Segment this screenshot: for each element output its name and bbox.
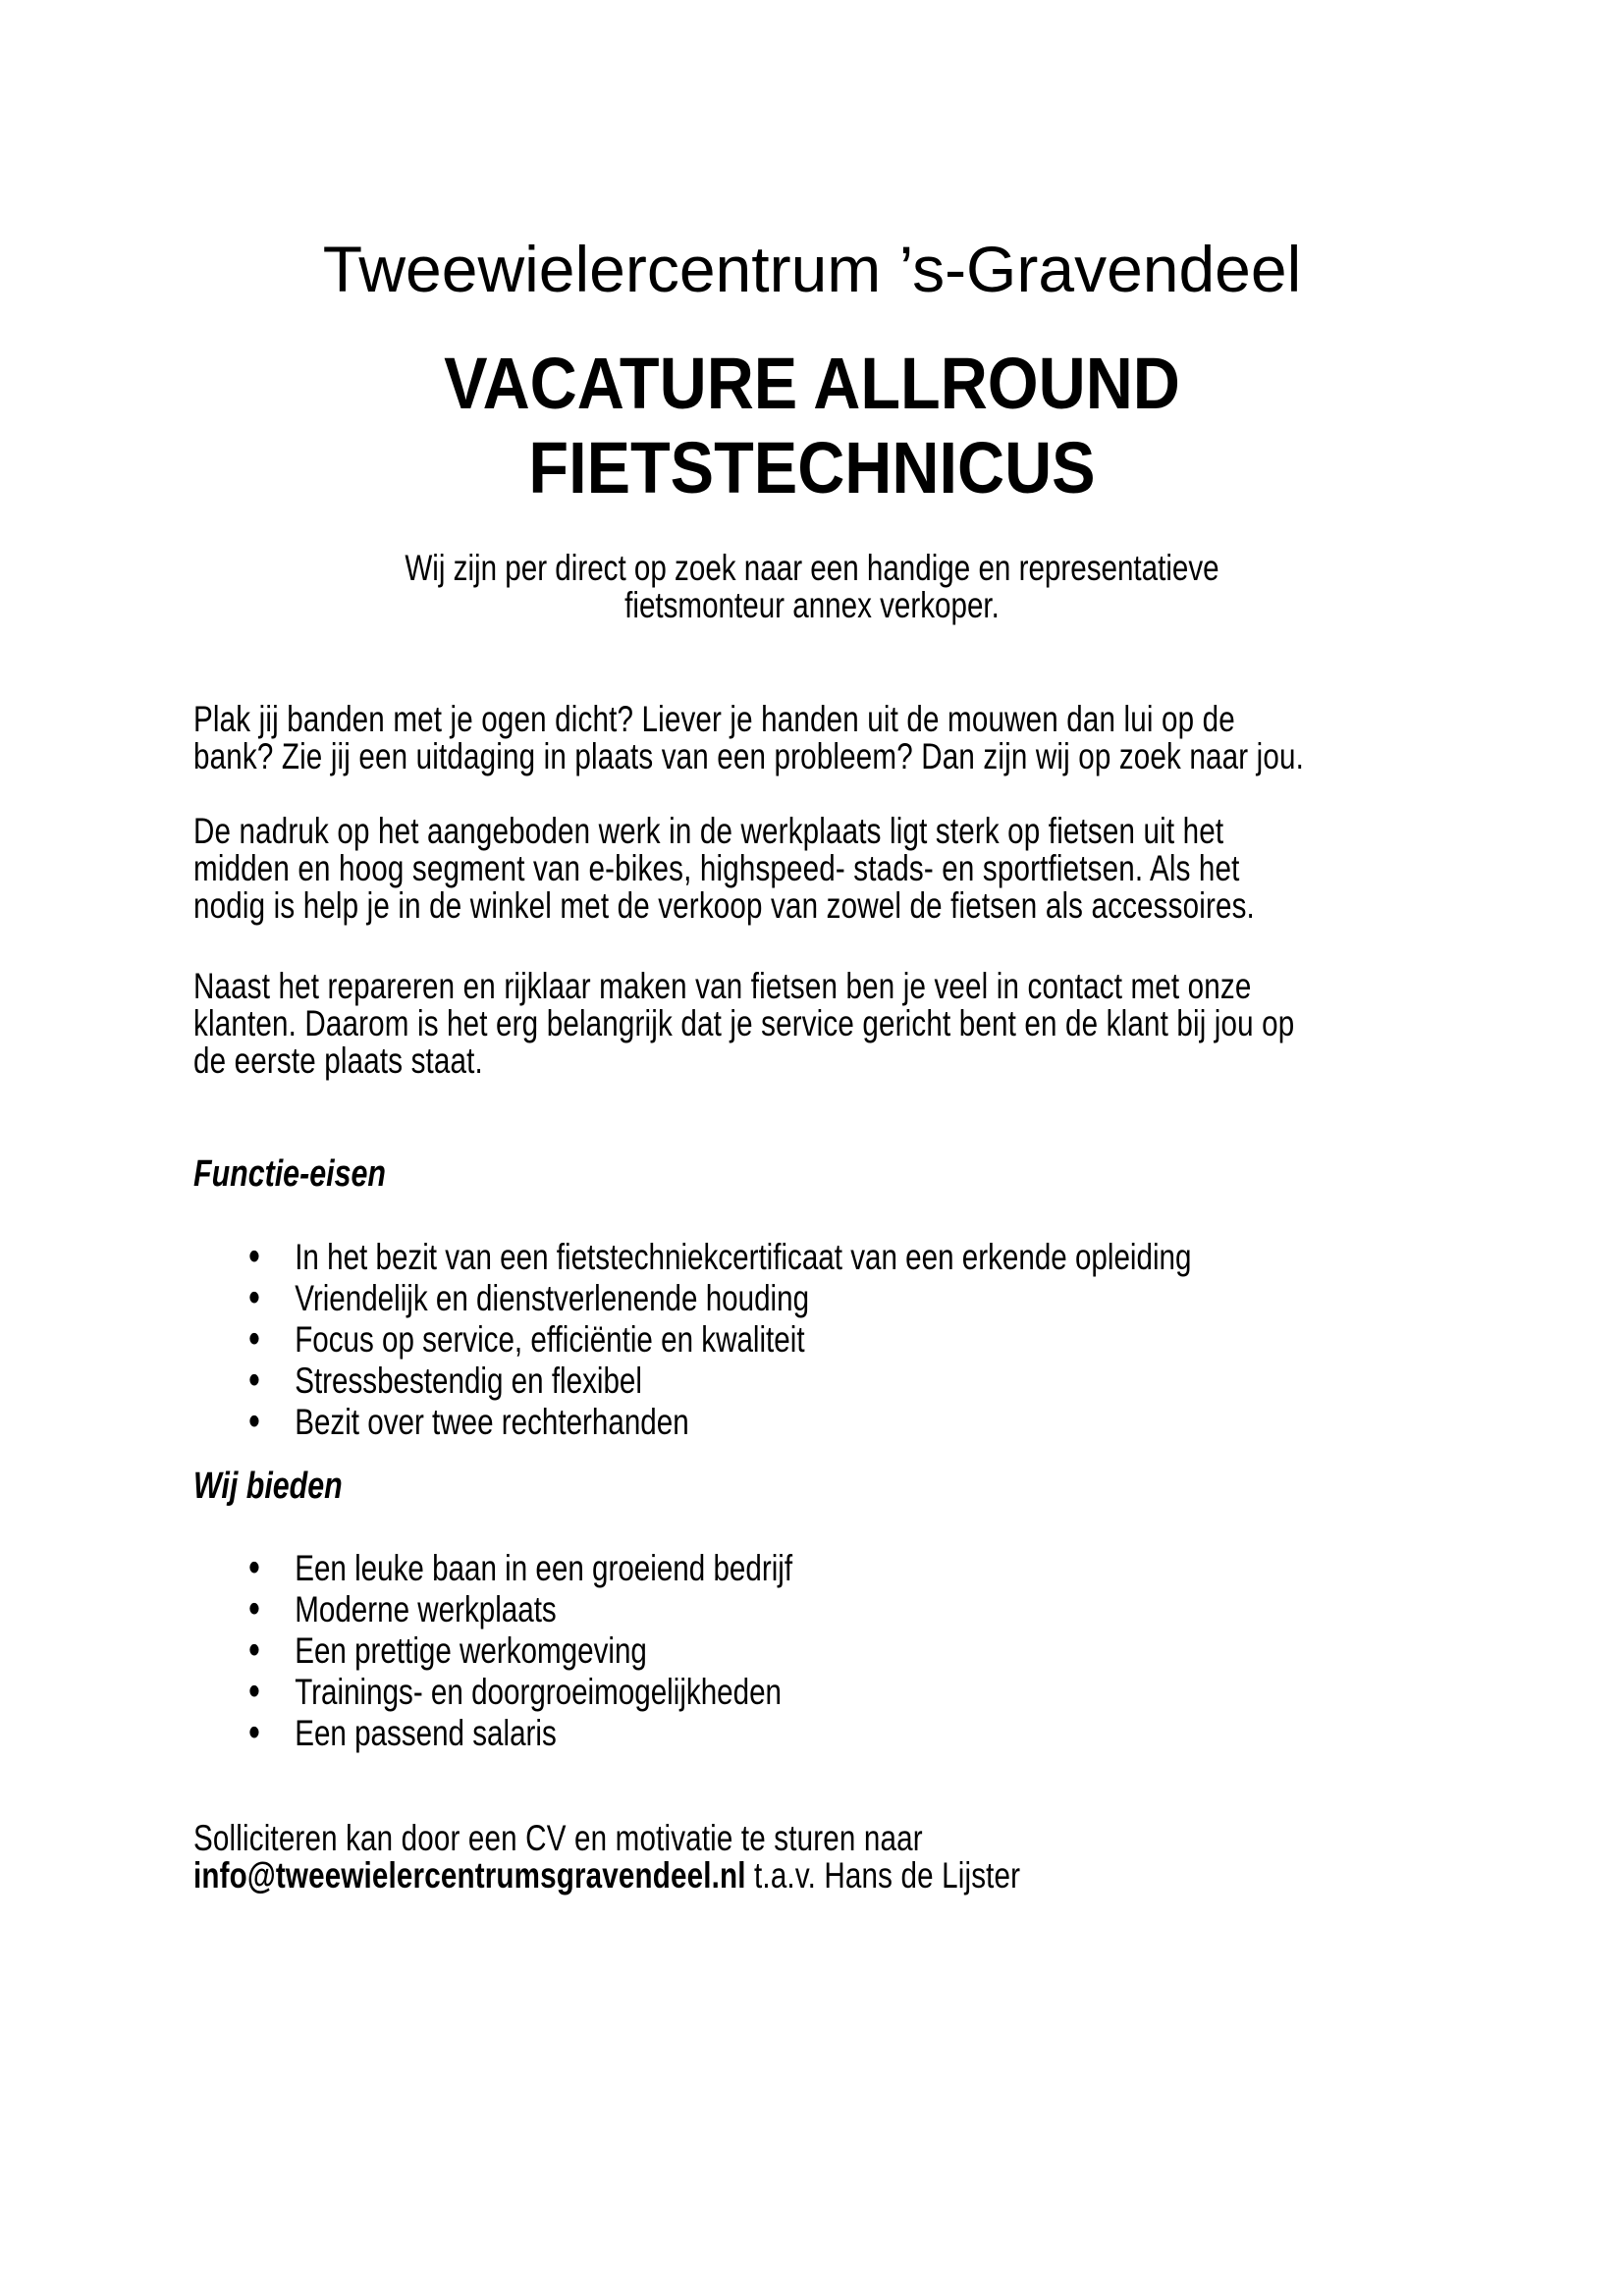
closing-line1: Solliciteren kan door een CV en motivatie te sturen naar [193,1818,923,1858]
bullet-marker: • [248,1544,260,1591]
bullet-marker: • [248,1398,260,1445]
bullet-marker: • [248,1315,260,1362]
intro-paragraph-1 [193,701,1431,775]
list-item-text: Moderne werkplaats [295,1589,557,1629]
list-item [193,1585,1431,1632]
intro-paragraph-2 [193,813,1431,925]
section-heading-functie-eisen: Functie-eisen [193,1153,386,1195]
paragraph-line: klanten. Daarom is het erg belangrijk dat je service gericht bent en de klant bij jou op [193,1003,1295,1043]
list-item-text: Stressbestendig en flexibel [295,1361,642,1401]
paragraph-line: de eerste plaats staat. [193,1041,483,1081]
list-item [193,1274,1431,1321]
list-item [193,1627,1431,1674]
paragraph-line: Plak jij banden met je ogen dicht? Liever je handen uit de mouwen dan lui op de [193,699,1235,739]
vacancy-heading-line1: VACATURE ALLROUND [444,343,1180,424]
email-text: info@tweewielercentrumsgravendeel.nl [193,1855,746,1896]
subtitle-line2: fietsmonteur annex verkoper. [624,585,1000,625]
closing-suffix: t.a.v. Hans de Lijster [745,1855,1021,1896]
list-item-text: Een prettige werkomgeving [295,1630,647,1671]
list-item [193,1544,1431,1591]
bullet-marker: • [248,1585,260,1632]
vacancy-heading-line2: FIETSTECHNICUS [528,427,1096,508]
list-item-text: Vriendelijk en dienstverlenende houding [295,1278,810,1318]
paragraph-line: De nadruk op het aangeboden werk in de werkplaats ligt sterk op fietsen uit het [193,811,1224,851]
bullet-marker: • [248,1709,260,1756]
bullet-marker: • [248,1357,260,1404]
list-item-text: Bezit over twee rechterhanden [295,1402,689,1442]
list-item [193,1398,1431,1445]
bullet-marker: • [248,1668,260,1715]
intro-paragraph-3 [193,968,1431,1080]
section-heading-wij-bieden: Wij bieden [193,1466,343,1507]
paragraph-line: bank? Zie jij een uitdaging in plaats van een probleem? Dan zijn wij op zoek naar jou. [193,736,1305,776]
functie-eisen-list [193,1233,1431,1445]
list-item-text: In het bezit van een fietstechniekcertificaat van een erkende opleiding [295,1237,1192,1277]
closing-line2 [193,1857,1431,1895]
bullet-marker: • [248,1233,260,1280]
company-title: Tweewielercentrum ’s-Gravendeel [322,233,1302,305]
closing-paragraph [193,1820,1431,1895]
paragraph-line: Naast het repareren en rijklaar maken van fietsen ben je veel in contact met onze [193,966,1252,1006]
list-item [193,1315,1431,1362]
list-item-text: Een leuke baan in een groeiend bedrijf [295,1548,793,1588]
vacancy-heading [193,342,1431,510]
list-item [193,1233,1431,1280]
subtitle-line1: Wij zijn per direct op zoek naar een handige en representatieve [405,548,1219,588]
list-item-text: Trainings- en doorgroeimogelijkheden [295,1672,783,1712]
vacancy-subtitle [193,550,1431,624]
list-item-text: Een passend salaris [295,1713,557,1753]
bullet-marker: • [248,1627,260,1674]
list-item-text: Focus op service, efficiëntie en kwaliteit [295,1319,805,1360]
paragraph-line: nodig is help je in de winkel met de verkoop van zowel de fietsen als accessoires. [193,885,1255,926]
list-item [193,1709,1431,1756]
list-item [193,1357,1431,1404]
list-item [193,1668,1431,1715]
bullet-marker: • [248,1274,260,1321]
paragraph-line: midden en hoog segment van e-bikes, highspeed- stads- en sportfietsen. Als het [193,848,1240,888]
wij-bieden-list [193,1544,1431,1756]
